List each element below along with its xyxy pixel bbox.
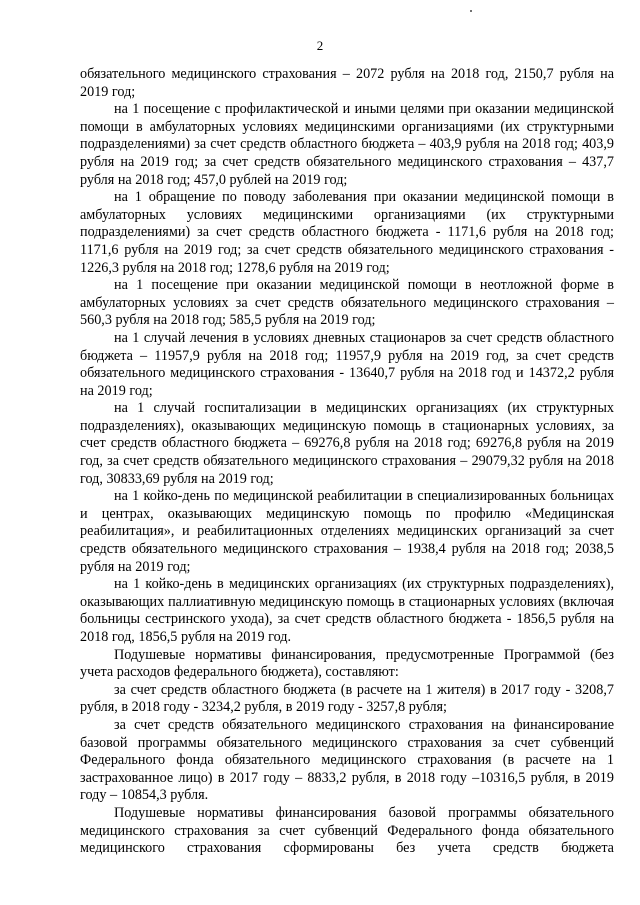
paragraph-day-hospital: на 1 случай лечения в условиях дневных стационаров за счет средств областного бюджета – 11957,9 рубля на 2018 год; 11957,9 рубля на 2019 год, за счет средств обязательного медицинского страхования - 13640,7 рубля на 2018 год и 14372,2 рубля на 2019 год;	[80, 329, 614, 399]
paragraph-regional-budget: за счет средств областного бюджета (в расчете на 1 жителя) в 2017 году - 3208,7 рубля, в 2018 году - 3234,2 рубля, в 2019 году - 3257,8 рубля;	[80, 681, 614, 716]
paragraph-hospitalization: на 1 случай госпитализации в медицинских организациях (их структурных подразделениях), оказывающих медицинскую помощь в стационарных условиях, за счет средств областного бюджета – 69276,8 рубля на 2018 год; 69276,8 рубля на 2019 год, за счет средств обязательного медицинского страхования – 29079,32 рубля на 2018 год, 30833,69 рубля на 2019 год;	[80, 400, 614, 487]
paragraph-emergency-visit: на 1 посещение при оказании медицинской помощи в неотложной форме в амбулаторных условиях за счет средств обязательного медицинского страхования – 560,3 рубля на 2018 год; 585,5 рубля на 2019 год;	[80, 277, 614, 329]
paragraph-outpatient-visit: на 1 посещение с профилактической и иными целями при оказании медицинской помощи в амбулаторных условиях медицинскими организациями (их структурными подразделениями) за счет средств областного бюджета – 403,9 рубля на 2018 год; 403,9 рубля на 2019 год; за счет средств обязательного медицинского страхования – 437,7 рубля на 2018 год; 457,0 рублей на 2019 год;	[80, 101, 614, 188]
paragraph-continuation: обязательного медицинского страхования – 2072 рубля на 2018 год, 2150,7 рубля на 2019 год;	[80, 66, 614, 100]
paragraph-palliative: на 1 койко-день в медицинских организациях (их структурных подразделениях), оказывающих паллиативную медицинскую помощь в стационарных условиях (включая больницы сестринского ухода), за счет средств областного бюджета - 1856,5 рубля на 2018 год, 1856,5 рубля на 2019 год.	[80, 576, 614, 645]
paragraph-rehabilitation: на 1 койко-день по медицинской реабилитации в специализированных больницах и центрах, оказывающих медицинскую помощь по профилю «Медицинская реабилитация», и реабилитационных отделениях медицинских организаций за счет средств обязательного медицинского страхования – 1938,4 рубля на 2018 год; 2038,5 рубля на 2019 год;	[80, 488, 614, 575]
scan-speck	[470, 10, 472, 12]
paragraph-per-capita-intro: Подушевые нормативы финансирования, предусмотренные Программой (без учета расходов федерального бюджета), составляют:	[80, 646, 614, 681]
document-body	[80, 66, 614, 858]
paragraph-disease-appeal: на 1 обращение по поводу заболевания при оказании медицинской помощи в амбулаторных условиях медицинскими организациями (их структурными подразделениями) за счет средств областного бюджета - 1171,6 рубля на 2018 год; 1171,6 рубля на 2019 год; за счет средств обязательного медицинского страхования - 1226,3 рубля на 2018 год; 1278,6 рубля на 2019 год;	[80, 189, 614, 276]
paragraph-per-capita-basis: Подушевые нормативы финансирования базовой программы обязательного медицинского страхования за счет субвенций Федерального фонда обязательного медицинского страхования сформированы без учета средств бюджета	[80, 804, 614, 857]
page-number: 2	[316, 38, 324, 53]
paragraph-mandatory-insurance: за счет средств обязательного медицинского страхования на финансирование базовой программы обязательного медицинского страхования за счет субвенций Федерального фонда обязательного медицинского страхования (в расчете на 1 застрахованное лицо) в 2017 году – 8833,2 рубля, в 2018 году –10316,5 рубля, в 2019 году – 10854,3 рубля.	[80, 716, 614, 804]
